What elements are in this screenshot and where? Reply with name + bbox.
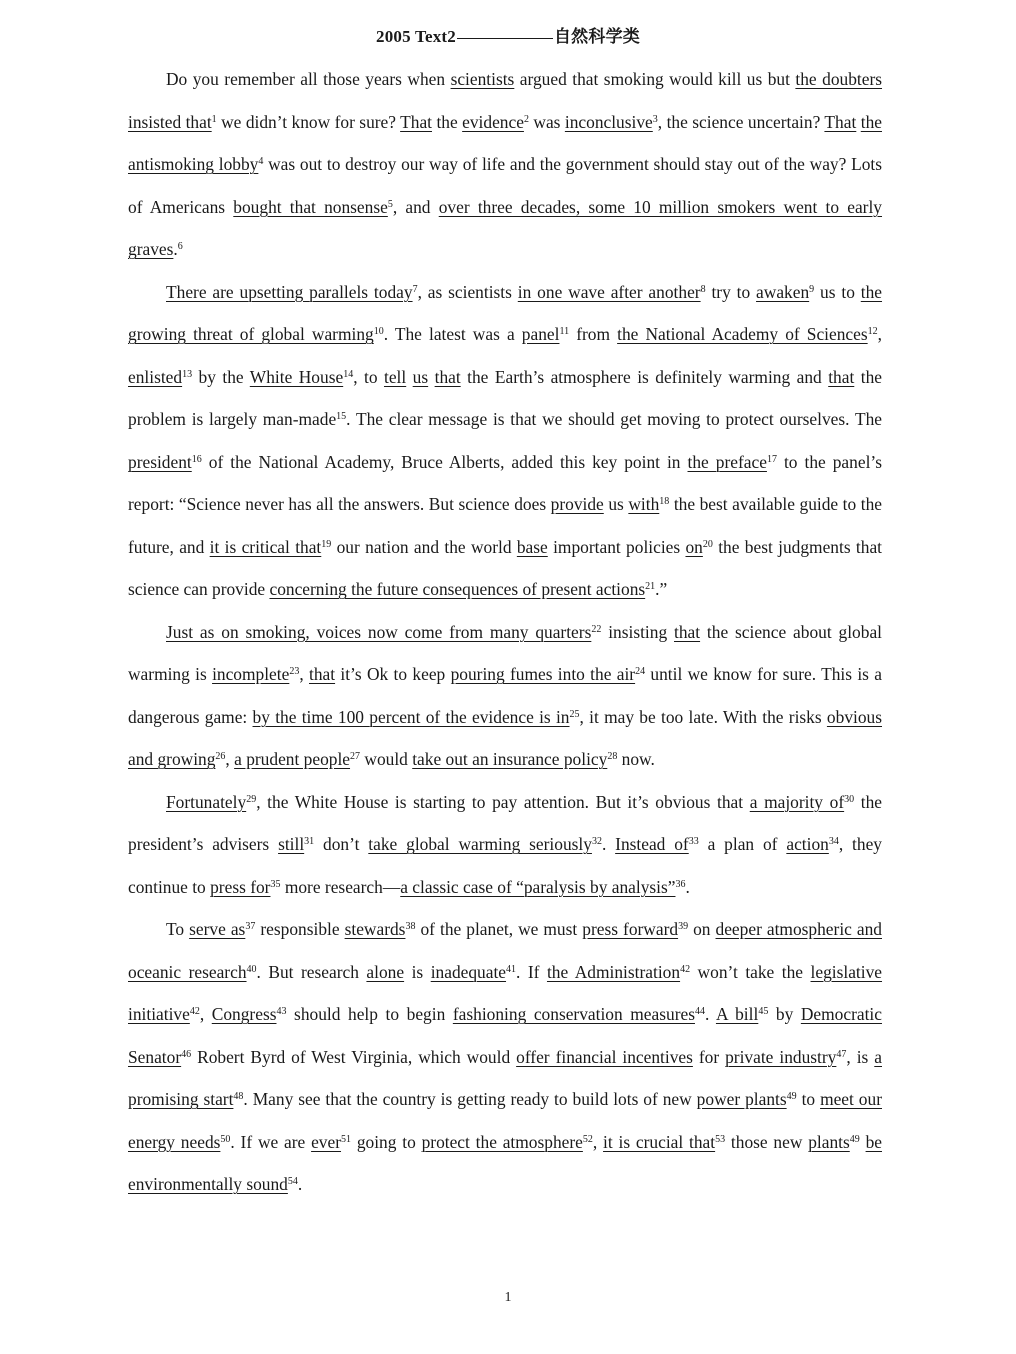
text-run: , and (392, 196, 439, 217)
footnote-marker: 54 (287, 1176, 298, 1187)
underlined-phrase: Congress (211, 1004, 277, 1024)
underlined-phrase: concerning the future consequences of present actions (269, 579, 646, 599)
text-run: of the planet, we must (415, 919, 583, 939)
footnote-marker: 8 (700, 283, 706, 295)
underlined-phrase: press forward (582, 919, 679, 939)
underlined-phrase: the preface (687, 451, 767, 472)
underlined-phrase: awaken (756, 281, 810, 302)
underlined-phrase: bought that nonsense (233, 196, 388, 217)
title-category: 自然科学类 (553, 27, 640, 46)
underlined-phrase: That (824, 111, 857, 132)
underlined-phrase: on (685, 536, 703, 557)
paragraph-5 (128, 908, 882, 1206)
text-run: . (297, 1174, 303, 1194)
footnote-marker: 53 (715, 1133, 726, 1145)
underlined-phrase: base (516, 536, 548, 557)
underlined-phrase: fashioning conservation measures (452, 1004, 695, 1024)
underlined-phrase: it is critical that (209, 536, 322, 557)
text-run: going to (351, 1131, 422, 1152)
text-run: .” (655, 579, 668, 599)
underlined-phrase: be environmentally sound (128, 1131, 882, 1194)
footnote-marker: 12 (867, 326, 878, 337)
text-run: . If we are (230, 1131, 312, 1152)
footnote-marker: 14 (343, 368, 354, 380)
footnote-marker: 34 (828, 836, 839, 847)
text-run: the president’s advisers (128, 791, 883, 854)
text-run: a plan of (698, 834, 787, 854)
underlined-phrase: Democratic Senator (128, 1004, 882, 1067)
text-run: argued that smoking would kill us but (514, 69, 796, 89)
underlined-phrase: meet our energy needs (128, 1089, 882, 1152)
footnote-marker: 50 (220, 1133, 231, 1145)
article-body (128, 58, 882, 1206)
text-run: by (768, 1004, 801, 1024)
text-run: . If (516, 961, 547, 982)
text-run: , is (846, 1046, 875, 1067)
footnote-marker: 25 (569, 708, 580, 720)
underlined-phrase: deeper atmospheric and oceanic research (128, 919, 882, 982)
text-run: us to (814, 281, 861, 302)
footnote-marker: 30 (844, 793, 855, 805)
text-run: try to (705, 281, 757, 302)
underlined-phrase: the National Academy of Sciences (617, 324, 868, 344)
underlined-phrase: a promising start (128, 1046, 882, 1109)
underlined-phrase: legislative initiative (128, 961, 883, 1024)
title-text: 2005 Text2 (376, 27, 456, 46)
footnote-marker: 49 (849, 1133, 860, 1145)
underlined-phrase: with (628, 494, 660, 514)
footnote-marker: 19 (321, 538, 332, 550)
underlined-phrase: by the time 100 percent of the evidence is in (252, 706, 570, 727)
footnote-marker: 17 (766, 453, 777, 465)
title-dash (457, 38, 553, 39)
text-run: the Earth’s atmosphere is definitely warming and (460, 366, 829, 387)
footnote-marker: 4 (258, 156, 264, 167)
footnote-marker: 41 (506, 963, 517, 975)
underlined-phrase: inconclusive (564, 111, 653, 132)
underlined-phrase: evidence (462, 111, 524, 132)
document-title (0, 22, 1016, 47)
footnote-marker: 49 (786, 1091, 797, 1102)
underlined-phrase: the antismoking lobby (128, 111, 882, 174)
text-run: , as scientists (417, 281, 518, 302)
text-run: , (225, 749, 235, 769)
footnote-marker: 44 (694, 1006, 705, 1017)
underlined-phrase: a majority of (749, 791, 845, 812)
text-run: , (199, 1004, 212, 1024)
underlined-phrase: the Administration (546, 961, 681, 982)
footnote-marker: 24 (635, 666, 646, 677)
footnote-marker: 3 (652, 113, 658, 125)
underlined-phrase: provide (550, 494, 604, 514)
paragraph-4 (128, 781, 882, 909)
footnote-marker: 28 (607, 751, 618, 762)
text-run: Do you remember all those years when (166, 69, 451, 89)
underlined-phrase: enlisted (128, 366, 183, 387)
text-run: now. (617, 749, 655, 769)
underlined-phrase: action (786, 834, 829, 854)
text-run: it’s Ok to keep (335, 664, 451, 684)
footnote-marker: 13 (182, 368, 193, 380)
footnote-marker: 43 (276, 1006, 287, 1017)
text-run: more research— (280, 876, 401, 897)
underlined-phrase: panel (521, 324, 560, 344)
footnote-marker: 35 (270, 878, 281, 890)
footnote-marker: 21 (645, 581, 656, 592)
underlined-phrase: it is crucial that (603, 1131, 716, 1152)
underlined-phrase: ever (311, 1131, 342, 1152)
footnote-marker: 45 (758, 1006, 769, 1017)
underlined-phrase: alone (366, 961, 405, 982)
text-run: insisting (601, 621, 674, 642)
footnote-marker: 40 (246, 963, 257, 975)
footnote-marker: 15 (336, 411, 347, 422)
underlined-phrase: plants (808, 1131, 850, 1152)
footnote-marker: 22 (591, 623, 602, 635)
footnote-marker: 1 (211, 113, 217, 125)
page-number: 1 (504, 1290, 512, 1305)
text-run: important policies (547, 536, 686, 557)
text-run: . Many see that the country is getting ready to build lots of new (243, 1089, 697, 1109)
text-run: we didn’t know for sure? (216, 111, 401, 132)
text-run: responsible (255, 919, 345, 939)
underlined-phrase: inadequate (430, 961, 507, 982)
underlined-phrase: Fortunately (166, 791, 247, 812)
text-run: . The latest was a (383, 324, 522, 344)
underlined-phrase: a classic case of “paralysis by analysis” (400, 876, 676, 897)
footnote-marker: 9 (809, 283, 815, 295)
footnote-marker: 37 (245, 921, 256, 932)
text-run: would (360, 749, 413, 769)
text-run: us (603, 494, 629, 514)
footnote-marker: 10 (373, 326, 384, 337)
text-run: our nation and the world (331, 536, 517, 557)
underlined-phrase: in one wave after another (517, 281, 701, 302)
underlined-phrase: insisted that (128, 111, 212, 132)
underlined-phrase: take global warming seriously (368, 834, 592, 854)
underlined-phrase: power plants (696, 1089, 787, 1109)
underlined-phrase: president (128, 451, 192, 472)
footnote-marker: 39 (678, 921, 689, 932)
underlined-phrase: serve as (189, 919, 246, 939)
footnote-marker: 38 (405, 921, 416, 932)
text-run: . (601, 834, 616, 854)
text-run: . But research (256, 961, 367, 982)
footnote-marker: 5 (387, 198, 393, 210)
underlined-phrase: tell (383, 366, 407, 387)
footnote-marker: 16 (191, 453, 202, 465)
footnote-marker: 18 (659, 496, 670, 507)
footnote-marker: 27 (350, 751, 361, 762)
text-run: the best judgments that science can provide (128, 536, 882, 599)
underlined-phrase: still (278, 834, 305, 854)
footnote-marker: 46 (181, 1048, 192, 1060)
underlined-phrase: the doubters (795, 69, 883, 89)
text-run: the best available guide to the future, and (128, 494, 883, 557)
text-run: don’t (314, 834, 369, 854)
text-run: for (692, 1046, 726, 1067)
footnote-marker: 6 (177, 241, 183, 252)
underlined-phrase: the growing threat of global warming (128, 281, 883, 344)
text-run: , (592, 1131, 604, 1152)
underlined-phrase: scientists (450, 69, 515, 89)
text-run: from (569, 324, 618, 344)
underlined-phrase: that (828, 366, 855, 387)
text-run: until we know for sure. This is a dangerous game: (128, 664, 882, 727)
footnote-marker: 51 (341, 1133, 352, 1145)
text-run: , it may be too late. With the risks (579, 706, 827, 727)
footnote-marker: 47 (836, 1048, 847, 1060)
text-run: won’t take the (690, 961, 811, 982)
text-run: to (796, 1089, 821, 1109)
underlined-phrase: private industry (725, 1046, 837, 1067)
footnote-marker: 48 (233, 1091, 244, 1102)
text-run: Robert Byrd of West Virginia, which would (191, 1046, 517, 1067)
underlined-phrase: press for (210, 876, 271, 897)
text-run: was (528, 111, 565, 132)
underlined-phrase: that (674, 621, 701, 642)
underlined-phrase: There are upsetting parallels today (166, 281, 413, 302)
paragraph-2 (128, 271, 882, 611)
text-run: , they continue to (128, 834, 882, 897)
text-run: , (877, 324, 882, 344)
text-run: by the (192, 366, 250, 387)
text-run: . (704, 1004, 716, 1024)
footnote-marker: 42 (189, 1006, 200, 1017)
text-run: the (432, 111, 463, 132)
text-run: . (173, 239, 178, 259)
text-run: to the panel’s report: “Science never has all the answers. But science does (128, 451, 882, 514)
text-run: the problem is largely man-made (128, 366, 882, 429)
text-run: is (404, 961, 431, 982)
underlined-phrase: Just as on smoking, voices now come from many quarters (166, 621, 592, 642)
underlined-phrase: that (434, 366, 461, 387)
footnote-marker: 32 (591, 836, 602, 847)
underlined-phrase: Instead of (615, 834, 689, 854)
underlined-phrase: us (412, 366, 429, 387)
footnote-marker: 2 (523, 113, 529, 125)
text-run: , (299, 664, 309, 684)
text-run: , to (353, 366, 384, 387)
footnote-marker: 29 (246, 793, 257, 805)
footnote-marker: 31 (304, 836, 315, 847)
underlined-phrase: that (309, 664, 336, 684)
underlined-phrase: protect the atmosphere (421, 1131, 583, 1152)
underlined-phrase: obvious and growing (128, 706, 882, 769)
text-run: of the National Academy, Bruce Alberts, added this key point in (201, 451, 688, 472)
text-run: . (685, 876, 690, 897)
footnote-marker: 7 (412, 283, 418, 295)
footnote-marker: 26 (215, 751, 226, 762)
underlined-phrase: a prudent people (234, 749, 351, 769)
underlined-phrase: White House (249, 366, 344, 387)
footnote-marker: 33 (688, 836, 699, 847)
text-run: was out to destroy our way of life and the government should stay out of the way? Lots of Americans (128, 154, 882, 217)
underlined-phrase: offer financial incentives (516, 1046, 693, 1067)
footnote-marker: 42 (680, 963, 691, 975)
text-run: those new (725, 1131, 809, 1152)
paragraph-1 (128, 58, 882, 271)
underlined-phrase: A bill (715, 1004, 759, 1024)
footnote-marker: 23 (289, 666, 300, 677)
text-run: To (166, 919, 190, 939)
underlined-phrase: That (400, 111, 432, 132)
text-run: should help to begin (286, 1004, 453, 1024)
footnote-marker: 20 (702, 538, 713, 550)
underlined-phrase: pouring fumes into the air (450, 664, 636, 684)
underlined-phrase: over three decades, some 10 million smokers went to early graves (128, 196, 883, 259)
underlined-phrase: incomplete (212, 664, 290, 684)
paragraph-3 (128, 611, 882, 781)
text-run: . The clear message is that we should get moving to protect ourselves. The (346, 409, 882, 429)
text-run: the science about global warming is (128, 621, 882, 684)
underlined-phrase: take out an insurance policy (412, 749, 608, 769)
text-run: on (688, 919, 716, 939)
underlined-phrase: stewards (344, 919, 406, 939)
footnote-marker: 11 (559, 326, 570, 337)
footnote-marker: 52 (582, 1133, 593, 1145)
text-run: , the science uncertain? (657, 111, 825, 132)
footnote-marker: 36 (675, 878, 686, 890)
text-run: , the White House is starting to pay attention. But it’s obvious that (256, 791, 750, 812)
